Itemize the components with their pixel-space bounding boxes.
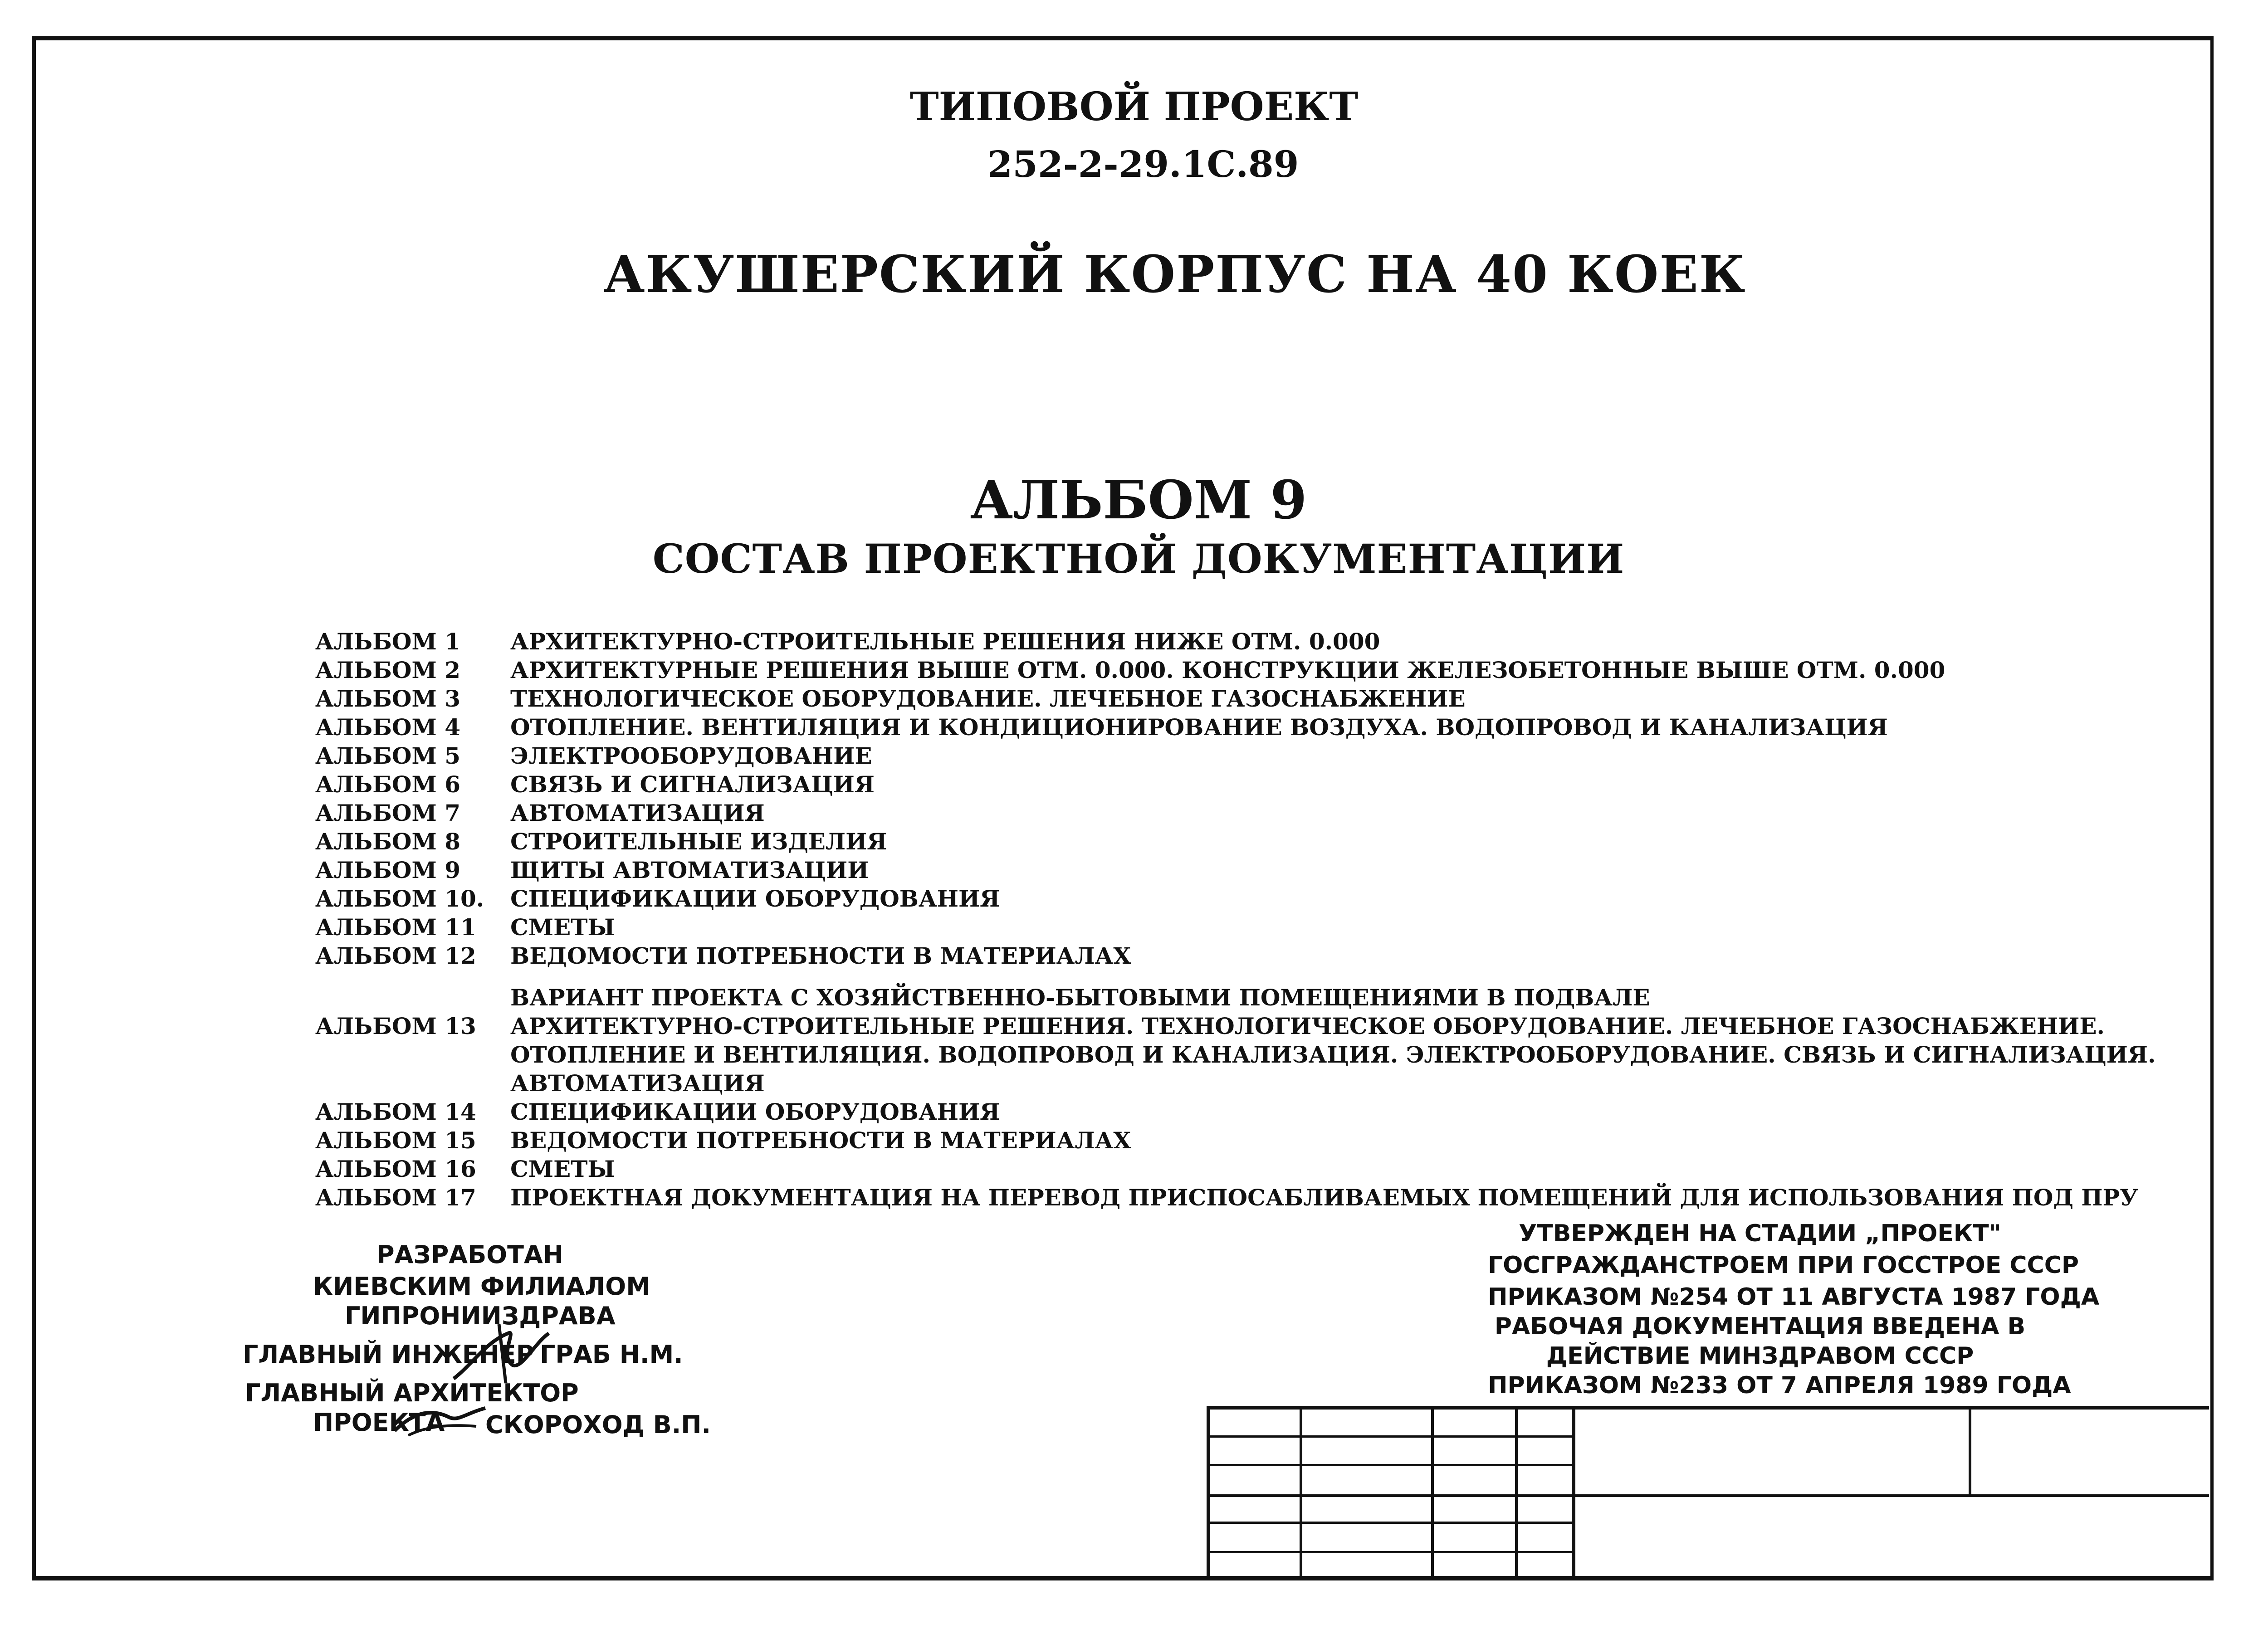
album-label: АЛЬБОМ 17 — [315, 1184, 476, 1211]
album-description: СПЕЦИФИКАЦИИ ОБОРУДОВАНИЯ — [510, 1098, 1000, 1125]
album-heading: АЛЬБОМ 9 — [970, 469, 1307, 531]
album-description: АРХИТЕКТУРНО-СТРОИТЕЛЬНЫЕ РЕШЕНИЯ. ТЕХНОЛОГИЧЕСКОЕ ОБОРУДОВАНИЕ. ЛЕЧЕБНОЕ ГАЗОСНАБЖЕНИЕ. — [510, 1013, 2105, 1039]
variant-heading-text: ВАРИАНТ ПРОЕКТА С ХОЗЯЙСТВЕННО-БЫТОВЫМИ ПОМЕЩЕНИЯМИ В ПОДВАЛЕ — [510, 984, 1650, 1011]
album-description: СМЕТЫ — [510, 914, 615, 941]
chief-engineer-name: ГРАБ Н.М. — [540, 1340, 683, 1369]
developer-line: РАЗРАБОТАН — [376, 1240, 563, 1269]
album-description: АРХИТЕКТУРНО-СТРОИТЕЛЬНЫЕ РЕШЕНИЯ НИЖЕ ОТМ. 0.000 — [510, 628, 1380, 655]
album-description: АРХИТЕКТУРНЫЕ РЕШЕНИЯ ВЫШЕ ОТМ. 0.000. КОНСТРУКЦИИ ЖЕЛЕЗОБЕТОННЫЕ ВЫШЕ ОТМ. 0.000 — [510, 657, 1945, 683]
chief-architect-label: ПРОЕКТА — [313, 1408, 445, 1437]
album-subtitle: СОСТАВ ПРОЕКТНОЙ ДОКУМЕНТАЦИИ — [652, 535, 1625, 582]
approval-line: УТВЕРЖДЕН НА СТАДИИ „ПРОЕКТ" — [1519, 1220, 2001, 1247]
album-description: ЩИТЫ АВТОМАТИЗАЦИИ — [510, 857, 869, 883]
album-description: СМЕТЫ — [510, 1156, 615, 1182]
chief-engineer-label: ГЛАВНЫЙ ИНЖЕНЕР — [243, 1340, 534, 1369]
developer-line: ГИПРОНИИЗДРАВА — [345, 1302, 616, 1330]
album-description: ЭЛЕКТРООБОРУДОВАНИЕ — [510, 742, 872, 769]
album-label: АЛЬБОМ 14 — [315, 1098, 476, 1125]
album-label: АЛЬБОМ 3 — [315, 685, 461, 712]
approval-line: ГОСГРАЖДАНСТРОЕМ ПРИ ГОССТРОЕ СССР — [1488, 1252, 2079, 1279]
album-label: АЛЬБОМ 15 — [315, 1127, 476, 1154]
album-description: АВТОМАТИЗАЦИЯ — [510, 800, 765, 826]
album-label: АЛЬБОМ 6 — [315, 771, 461, 798]
album-label: АЛЬБОМ 12 — [315, 942, 476, 969]
album-label: АЛЬБОМ 10. — [315, 885, 484, 912]
approval-line: ДЕЙСТВИЕ МИНЗДРАВОМ СССР — [1546, 1342, 1974, 1370]
approval-line: ПРИКАЗОМ №233 ОТ 7 АПРЕЛЯ 1989 ГОДА — [1488, 1372, 2071, 1399]
project-title: АКУШЕРСКИЙ КОРПУС НА 40 КОЕК — [603, 245, 1746, 304]
album-label: АЛЬБОМ 16 — [315, 1156, 476, 1182]
album-description: СТРОИТЕЛЬНЫЕ ИЗДЕЛИЯ — [510, 828, 887, 855]
album-label: АЛЬБОМ 4 — [315, 714, 461, 741]
album-label: АЛЬБОМ 2 — [315, 657, 461, 683]
project-type-heading: ТИПОВОЙ ПРОЕКТ — [909, 84, 1359, 130]
album-label: АЛЬБОМ 1 — [315, 628, 461, 655]
album-label: АЛЬБОМ 9 — [315, 857, 461, 883]
chief-architect-name: СКОРОХОД В.П. — [485, 1410, 711, 1439]
album-description: ПРОЕКТНАЯ ДОКУМЕНТАЦИЯ НА ПЕРЕВОД ПРИСПОСАБЛИВАЕМЫХ ПОМЕЩЕНИЙ ДЛЯ ИСПОЛЬЗОВАНИЯ ПОД ПРУ — [510, 1184, 2138, 1211]
album-description: СВЯЗЬ И СИГНАЛИЗАЦИЯ — [510, 771, 875, 798]
album-description: СПЕЦИФИКАЦИИ ОБОРУДОВАНИЯ — [510, 885, 1000, 912]
title-block-stamp — [1207, 1406, 2209, 1580]
album-description: ВЕДОМОСТИ ПОТРЕБНОСТИ В МАТЕРИАЛАХ — [510, 1127, 1131, 1154]
album-label: АЛЬБОМ 13 — [315, 1013, 476, 1039]
signature-grab — [445, 1315, 562, 1388]
album-description: АВТОМАТИЗАЦИЯ — [510, 1070, 765, 1097]
album-label: АЛЬБОМ 5 — [315, 742, 461, 769]
album-label: АЛЬБОМ 8 — [315, 828, 461, 855]
developer-line: КИЕВСКИМ ФИЛИАЛОМ — [313, 1272, 650, 1301]
chief-architect-label: ГЛАВНЫЙ АРХИТЕКТОР — [245, 1379, 579, 1407]
approval-line: РАБОЧАЯ ДОКУМЕНТАЦИЯ ВВЕДЕНА В — [1494, 1313, 2026, 1340]
album-label: АЛЬБОМ 11 — [315, 914, 476, 941]
album-label: АЛЬБОМ 7 — [315, 800, 461, 826]
album-description: ТЕХНОЛОГИЧЕСКОЕ ОБОРУДОВАНИЕ. ЛЕЧЕБНОЕ ГАЗОСНАБЖЕНИЕ — [510, 685, 1466, 712]
album-description: ОТОПЛЕНИЕ. ВЕНТИЛЯЦИЯ И КОНДИЦИОНИРОВАНИЕ ВОЗДУХА. ВОДОПРОВОД И КАНАЛИЗАЦИЯ — [510, 714, 1888, 741]
album-description: ОТОПЛЕНИЕ И ВЕНТИЛЯЦИЯ. ВОДОПРОВОД И КАНАЛИЗАЦИЯ. ЭЛЕКТРООБОРУДОВАНИЕ. СВЯЗЬ И СИГНАЛИЗАЦИЯ. — [510, 1041, 2156, 1068]
project-number: 252-2-29.1С.89 — [987, 143, 1299, 185]
signature-skorokhod — [390, 1399, 494, 1440]
approval-line: ПРИКАЗОМ №254 ОТ 11 АВГУСТА 1987 ГОДА — [1488, 1283, 2100, 1311]
album-description: ВЕДОМОСТИ ПОТРЕБНОСТИ В МАТЕРИАЛАХ — [510, 942, 1131, 969]
